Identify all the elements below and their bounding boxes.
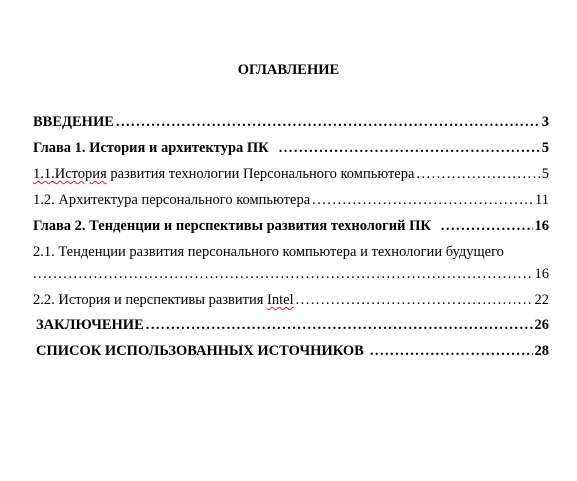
toc-entry-label: [33, 292, 294, 309]
toc-page-number: 3: [541, 114, 549, 130]
toc-entry-label: Глава 1. История и архитектура ПК: [33, 140, 269, 156]
toc-entry-label: ВВЕДЕНИЕ: [33, 114, 114, 130]
toc-entry-section-2-1[interactable]: [33, 266, 549, 283]
dot-leader: [370, 343, 533, 360]
toc-page-number: 11: [535, 192, 549, 208]
dot-leader: [416, 166, 539, 183]
section-word: История: [54, 166, 107, 182]
toc-entry-references[interactable]: [36, 343, 549, 360]
toc-page-number: 28: [534, 343, 549, 359]
dot-leader: [116, 114, 540, 131]
toc-entry-section-2-2[interactable]: [33, 292, 549, 309]
dot-leader: [296, 292, 533, 309]
toc-entry-chapter-1[interactable]: [33, 140, 549, 157]
toc-entry-conclusion[interactable]: [36, 317, 549, 334]
section-title: 2.2. История и перспективы развития: [33, 292, 268, 308]
section-number: 1.1.: [33, 166, 55, 182]
toc-title: ОГЛАВЛЕНИЕ: [237, 62, 340, 78]
toc-entry-label: Глава 2. Тенденции и перспективы развития технологий ПК: [33, 218, 431, 234]
dot-leader: [312, 192, 533, 209]
toc-page-number: 16: [534, 218, 549, 234]
toc-entry-section-1-2[interactable]: [33, 192, 549, 209]
toc-page-number: 5: [541, 166, 549, 182]
toc-entry-label[interactable]: 2.1. Тенденции развития персонального компьютера и технологии будущего: [33, 244, 504, 260]
spellcheck-mark: [33, 166, 107, 182]
toc-page-number: 16: [534, 266, 549, 282]
toc-entry-introduction[interactable]: [33, 114, 549, 131]
dot-leader: [33, 266, 533, 283]
toc-entry-label: ЗАКЛЮЧЕНИЕ: [36, 317, 144, 333]
toc-entry-section-1-1[interactable]: [33, 166, 549, 183]
toc-entry-label: 1.2. Архитектура персонального компьютера: [33, 192, 311, 208]
toc-page-number: 5: [541, 140, 549, 156]
dot-leader: [279, 140, 540, 157]
spellcheck-mark: Intel: [267, 292, 294, 308]
toc-entry-chapter-2[interactable]: [33, 218, 549, 235]
dot-leader: [146, 317, 533, 334]
toc-page-number: 26: [534, 317, 549, 333]
dot-leader: [441, 218, 533, 235]
toc-page-number: 22: [534, 292, 549, 308]
section-title-rest: развития технологии Персонального компьютера: [106, 166, 415, 182]
toc-entry-label: [33, 166, 414, 183]
toc-entry-label: СПИСОК ИСПОЛЬЗОВАННЫХ ИСТОЧНИКОВ: [36, 343, 364, 359]
